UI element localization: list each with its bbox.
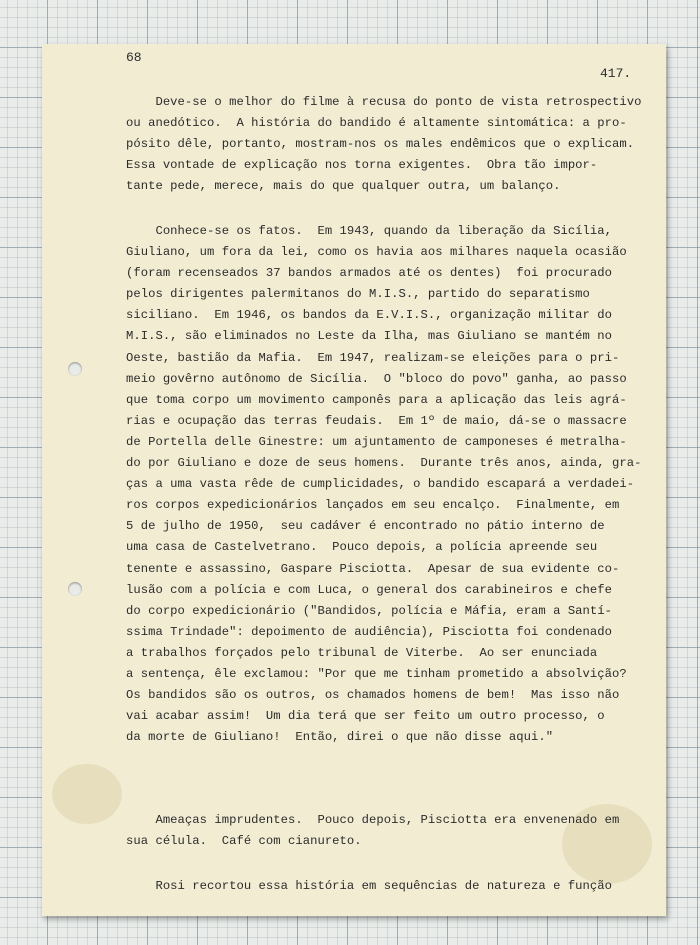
text-line: de Portella delle Ginestre: um ajuntamento de camponeses é metralha- [126,434,627,449]
text-line: ou anedótico. A história do bandido é altamente sintomática: a pro- [126,116,627,131]
text-line: sua célula. Café com cianureto. [126,834,362,849]
text-line: uma casa de Castelvetrano. Pouco depois, a polícia apreende seu [126,540,598,555]
text-line: tenente e assassino, Gaspare Pisciotta. Apesar de sua evidente co- [126,561,620,576]
text-line: ças a uma vasta rêde de cumplicidades, o bandido escapará a verdadei- [126,477,635,492]
text-line: pósito dêle, portanto, mostram-nos os males endêmicos que o explicam. [126,137,635,152]
paragraph [126,810,666,852]
paragraph [126,876,666,897]
page-number-handwritten: 68 [126,50,142,65]
page-number-typed: 417. [600,66,632,81]
text-line [126,769,666,790]
text-line: do corpo expedicionário ("Bandidos, polícia e Máfia, eram a Santí- [126,603,613,618]
text-line: pelos dirigentes palermitanos do M.I.S., partido do separatismo [126,287,590,302]
text-line: Oeste, bastião da Mafia. Em 1947, realizam-se eleições para o pri- [126,350,620,365]
paper-stain [52,764,122,824]
text-line: Conhece-se os fatos. Em 1943, quando da liberação da Sicília, [126,224,613,238]
text-line: que toma corpo um movimento camponês para a aplicação das leis agrá- [126,392,627,407]
text-line: Os bandidos são os outros, os chamados homens de bem! Mas isso não [126,688,620,703]
text-line: meio govêrno autônomo de Sicília. O "bloco do povo" ganha, ao passo [126,371,627,386]
text-line [126,748,666,769]
text-line: Giuliano, um fora da lei, como os havia aos milhares naquela ocasião [126,245,627,260]
text-line: da morte de Giuliano! Então, direi o que não disse aqui." [126,730,554,745]
text-line: M.I.S., são eliminados no Leste da Ilha, mas Giuliano se mantém no [126,329,613,344]
text-line: lusão com a polícia e com Luca, o general dos carabineiros e chefe [126,582,613,597]
text-line: ros corpos expedicionários lançados em seu encalço. Finalmente, em [126,498,620,513]
text-line: tante pede, merece, mais do que qualquer outra, um balanço. [126,179,561,194]
text-line: a trabalhos forçados pelo tribunal de Viterbe. Ao ser enunciada [126,645,598,660]
punch-hole [68,582,82,596]
text-line: 5 de julho de 1950, seu cadáver é encontrado no pátio interno de [126,519,605,534]
typewritten-page [42,44,666,916]
text-line: ssima Trindade": depoimento de audiência), Pisciotta foi condenado [126,624,613,639]
text-line: Ameaças imprudentes. Pouco depois, Pisciotta era envenenado em [126,813,620,827]
text-line: Rosi recortou essa história em sequências de natureza e função [126,879,613,893]
text-line: a sentença, êle exclamou: "Por que me tinham prometido a absolvição? [126,666,627,681]
paragraph [126,221,666,791]
text-line: do por Giuliano e doze de seus homens. Durante três anos, ainda, gra- [126,456,642,471]
text-line: vai acabar assim! Um dia terá que ser feito um outro processo, o [126,709,605,724]
text-line: (foram recenseados 37 bandos armados até os dentes) foi procurado [126,266,613,281]
text-line: Deve-se o melhor do filme à recusa do ponto de vista retrospectivo [126,95,642,109]
text-line: rias e ocupação das terras feudais. Em 1º de maio, dá-se o massacre [126,413,627,428]
text-line: Essa vontade de explicação nos torna exigentes. Obra tão impor- [126,158,598,173]
text-line: siciliano. Em 1946, os bandos da E.V.I.S., organização militar do [126,308,613,323]
punch-hole [68,362,82,376]
paragraph [126,92,666,197]
